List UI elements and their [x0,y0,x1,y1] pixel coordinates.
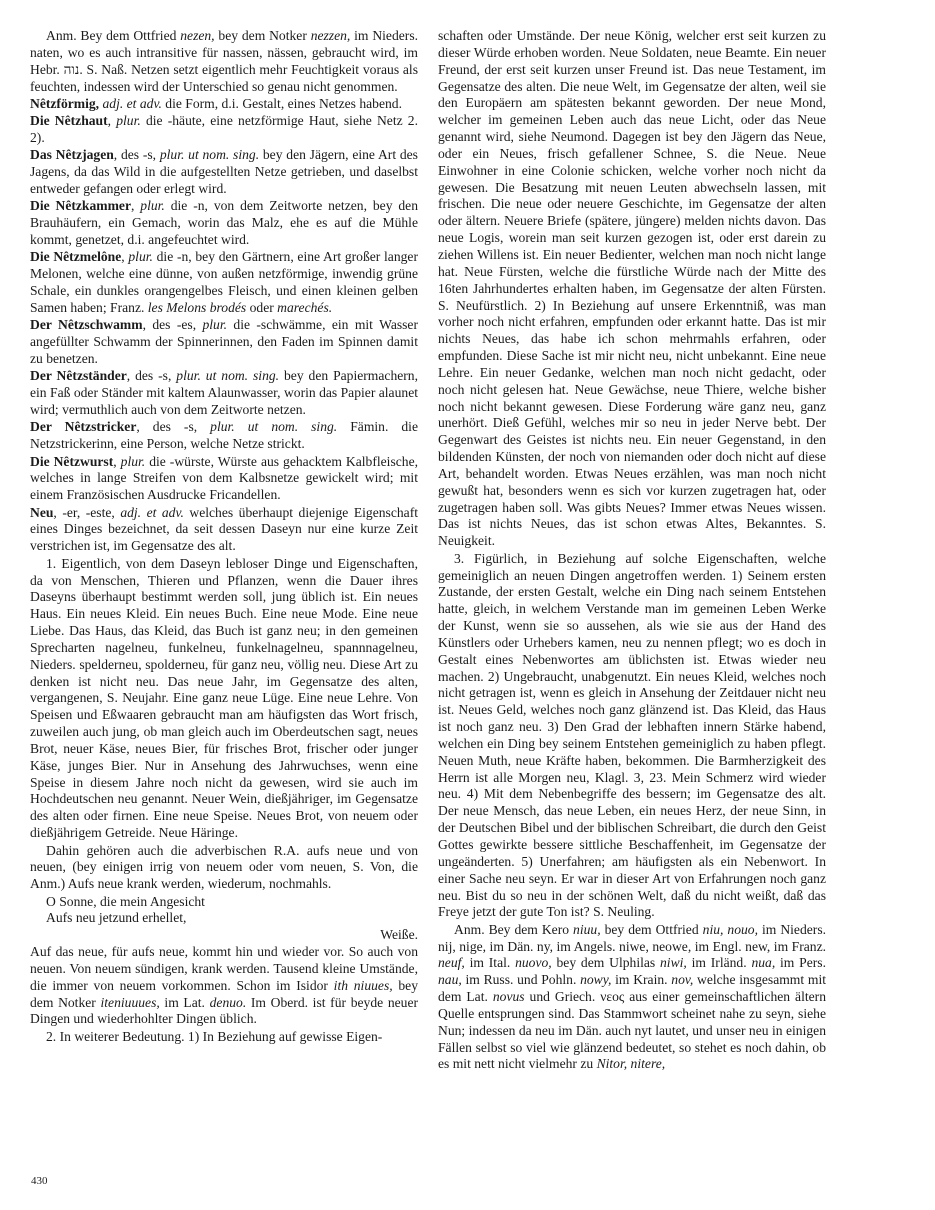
italic-text: nau, [438,972,462,988]
italic-text: niwi, [660,955,687,971]
text-run: O Sonne, die mein Angesicht [46,893,205,909]
text-run: , des -es, [142,317,203,333]
italic-text: nov, [671,972,694,988]
italic-text: plur. ut nom. sing. [159,147,260,163]
left-paragraph [30,419,418,453]
italic-text: neuf, [438,955,465,971]
text-run: bey dem Notker [30,977,418,1010]
text-run: , des -s, [136,419,211,435]
text-run: , -er, -este, [53,504,121,520]
text-run: Auf das neue, für aufs neue, kommt hin und wieder vor. So auch von neuen. Von neuem sündigen, krank werden. Tausend kleine Umstände, die immer von neuem vorkommen. Schon im Isidor [30,944,418,993]
text-run: die -häute, eine netzförmige Haut, siehe Netz 2. 2). [30,113,418,146]
left-paragraph [30,505,418,556]
text-run: welches überhaupt diejenige Eigenschaft eines Dinges bezeichnet, da seit dessen Daseyn nur eine kurze Zeit verstrichen ist, im Gegensatze des alt. [30,504,418,554]
italic-text: nuovo, [515,955,552,971]
text-run: schaften oder Umstände. Der neue König, welcher erst seit kurzen zu dieser Würde erhoben worden. Neue Soldaten, neue Beamte. Ein neuer Freund, der erst seit kurzen unser Freund ist. Das neue Testament, im Gegensatze des alten. Die neue Welt, im Gegensatze der alten, weil sie den Europäern am spätesten bekannt geworden. Der neue Mond, welcher im gemeinen Leben auch das neue Licht, oder das Neue genannt wird, siehe Neumond. Dagegen ist bey den Jägern das Neue, oder ein Neues, frisch gefallener Schnee, S. die Neue. Neue Einwohner in eine Colonie schicken, welche vorher noch nicht da gewesen. Die Besatzung mit neuen Leuten abwechseln lassen, mit frischen. Die neue oder neuere Geschichte, im Gegensatze der alten oder ältern. Neuere Briefe (spätere, jüngere) melden nichts davon. Das neue Logis, worein man seit kurzen gezogen ist, oder erst darein zu ziehen Willens ist. Ein neuer Bedienter, welchen man noch nicht lange hat. Neue Fürsten, welche die fürstliche Würde nach der Mitte des 16ten Jahrhundertes erhalten haben, im Gegensatze der alten Fürsten. S. Neufürstlich. 2) In Beziehung auf unsere Erkenntniß, was man vorher noch nicht erfahren, empfunden oder erkannt hatte. Das ist mir nichts Neues, das habe ich schon mehrmahls erfahren, oder empfunden. Diese Sache ist mir nicht neu, nicht unbekannt. Eine neue Lehre. Ein neuer Gedanke, welchen man noch nicht gedacht, oder noch nicht gelesen hat. Neue Gewächse, neue Thiere, welche bisher noch nicht bekannt gewesen. Diese Forderung wäre ganz neu, ganz unerhört. Dieß Gefühl, welches mir so neu in jeder Nerve bebt. Der Gegenwart des Geistes ist nichts neu. Ein neuer Gegenstand, in den bildenden Künsten, der noch von niemanden oder doch nicht auf diese Art, behandelt worden. Etwas Neues erzählen, was man noch nicht gewußt hat, besonders wenn es sich vor kurzen zugetragen hat, oder zugetragen haben soll. Was gibts Neues? Immer etwas Neues wissen. Das ist nichts Neues, das ist schon etwas Altes, Bekanntes. S. Neuigkeit. [438,28,826,549]
italic-text: plur. [140,198,165,214]
italic-text: ith niuues, [333,977,393,993]
text-run: die -würste, Würste aus gehacktem Kalbfleische, welches in lange Streifen von dem Kalbsnetze gewickelt wird; mit einem Französischen Ausdrucke Fricandellen. [30,453,419,503]
text-run: , des -s, [126,368,177,384]
right-paragraph [438,551,826,922]
text-run: , [121,249,129,265]
text-run: Anm. Bey dem Ottfried [46,28,181,43]
headword: Die Nêtzhaut [30,113,108,129]
headword: Neu [30,504,54,520]
text-run: Weiße. [380,927,418,943]
text-run: im Lat. [159,994,210,1010]
headword: Die Nêtzwurst [30,453,114,469]
italic-text: adj. et adv. [102,95,162,111]
text-run: oder [246,300,278,315]
headword: Der Nêtzstricker [30,419,137,435]
italic-text: niu, nouo, [702,921,758,937]
left-paragraph [30,28,418,95]
italic-text: les Melons brodés [147,300,247,315]
italic-text: plur. [128,249,153,265]
left-column [30,28,418,1046]
left-paragraph [30,317,418,368]
headword: Nêtzförmig, [30,95,100,111]
italic-text: Nitor, nitere, [596,1056,666,1072]
right-paragraph [438,28,826,550]
text-run: und Griech. νεος aus einer gemeinschaftlichen ältern Quelle entsprungen sind. Das Stammwort scheinet nahe zu seyn, siehe Nun; indessen da neu im Dän. auch nyt lautet, und unser neu in einigen Fällen selbst so viel wie glänzend bedeutet, so stehet es noch dahin, ob es mit nett nicht vielmehr zu [438,989,827,1072]
italic-text: nua, [751,955,776,971]
italic-text: plur. [116,113,141,129]
text-run: bey den Papiermachern, ein Faß oder Ständer mit kaltem Alaunwasser, worin das Papier alaunet wird; vermuthlich auch von dem Zeitworte netzen. [30,368,419,418]
headword: Das Nêtzjagen [30,147,114,163]
text-run: im Russ. und Pohln. [461,972,581,988]
left-paragraph [30,113,418,147]
text-run: die -n, von dem Zeitworte netzen, bey den Brauhäufern, ein Gemach, worin das Malz, ehe es auf die Mühle kommt, genetzet, d.i. angefeuchtet wird. [30,198,418,248]
headword: Die Nêtzkammer [30,198,131,214]
text-run: die -n, bey den Gärtnern, eine Art großer langer Melonen, welche eine dünne, von außen netzförmige, inwendig grüne Schale, ein dunkles orangengelbes Fleisch, und einen kleinen gelben Samen haben; Franz. [30,249,418,315]
italic-text: plur. ut nom. sing. [210,419,338,435]
text-run: bey den Jägern, eine Art des Jagens, da das Wild in die aufgestellten Netze getrieben, und daselbst entweder gefangen oder erlegt wird. [30,147,418,197]
left-paragraph [30,944,418,1028]
italic-text: nezzen, [310,28,351,43]
italic-text: iteniuuues, [100,994,160,1010]
text-run: Aufs neu jetzund erhellet, [46,910,187,926]
left-paragraph [30,368,418,419]
text-run: , [113,453,121,469]
text-run: Fämin. die Netzstrickerinn, eine Person, welche Netze strickt. [30,419,418,452]
text-run: Anm. Bey dem Kero [454,921,574,937]
headword: Der Nêtzständer [30,368,127,384]
left-paragraph [30,249,418,316]
text-run: bey dem Notker [214,28,311,43]
left-paragraph [30,147,418,198]
italic-text: niuu, [573,921,601,937]
text-run: im Krain. [611,972,672,988]
text-run: , [107,113,117,129]
text-run: welche insgesammt mit dem Lat. [438,972,826,1005]
left-paragraph [30,927,418,944]
right-paragraph [438,922,826,1074]
left-paragraph [30,198,418,249]
headword: Die Nêtzmelône [30,249,122,265]
left-paragraph [30,843,418,894]
left-paragraph [30,556,418,842]
italic-text: nezen, [180,28,215,43]
page-number: 430 [31,1175,48,1187]
italic-text: denuo. [209,994,247,1010]
italic-text: marechés. [277,300,333,315]
headword: Der Nêtzschwamm [30,317,143,333]
left-paragraph [30,96,418,113]
text-run: Im Oberd. ist für beyde neuer Dingen und wiederhohlter Dingen üblich. [30,994,419,1027]
text-run: Dahin gehören auch die adverbischen R.A. aufs neue und von neuen, (bey einigen irrig von neuem oder vom neuen, S. Von, die Anm.) Aufs neue krank werden, wiederum, nochmahls. [30,842,418,892]
italic-text: plur. ut nom. sing. [176,368,280,384]
text-run: , des -s, [113,147,160,163]
text-run: 2. In weiterer Bedeutung. 1) In Beziehung auf gewisse Eigen- [46,1028,383,1044]
text-run: bey dem Ottfried [600,921,703,937]
italic-text: adj. et adv. [120,504,184,520]
text-run: die -schwämme, ein mit Wasser angefüllter Schwamm der Spinnerinnen, den Faden im Spinnen damit zu benetzen. [30,317,418,367]
left-paragraph [30,1029,418,1046]
text-run: 1. Eigentlich, von dem Daseyn lebloser Dinge und Eigenschaften, da von Menschen, Thieren und Pflanzen, wenn die Dauer ihres Daseyns überhaupt bestimmt werden soll, jung üblich ist. Ein neues Haus. Ein neues Kleid. Ein neues Buch. Eine neue Mode. Eine neue Liebe. Das Haus, das Kleid, das Buch ist ganz neu; in den gemeinen Sprecharten nagelneu, funkelneu, funkelnagelneu, spannnagelneu, Nieders. spelderneu, spolderneu, für ganz neu, völlig neu. Diese Art zu denken ist nicht neu. Das neue Jahr, im Gegensatze des alten, vergangenen, S. Neujahr. Eine ganz neue Lüge. Eine neue Lehre. Von Speisen und Eßwaaren gebraucht man am häufigsten das Wort frisch, zuweilen auch jung, ob man gleich auch im Oberdeutschen sagt, neues Brot, neuer Käse, neues Bier, für frisches Brot, frischer oder junger Käse, junges Bier. Nur in Ansehung des Jahrwuchses, wenn eine Speise in diesem Jahre noch nicht da gewesen, wird sie auch im Hochdeutschen neu genannt. Neuer Wein, dießjähriger, im Gegensatze des alten oder firnen. Eine neue Speise. Neues Brot, von neuem oder dießjährigem Getreide. Neue Häringe. [30,555,418,841]
text-run: , [131,198,141,214]
text-run: im Irländ. [686,955,752,971]
text-run: im Ital. [464,955,516,971]
text-run: bey dem Ulphilas [551,955,660,971]
italic-text: plur. [120,453,146,469]
italic-text: plur. [202,317,228,333]
left-paragraph [46,894,418,911]
left-paragraph [30,454,418,505]
text-run: im Nieders. nij, nige, im Dän. ny, im Angels. niwe, neowe, im Engl. new, im Franz. [438,921,827,954]
left-paragraph [46,910,418,927]
italic-text: novus [492,989,525,1005]
text-run: 3. Figürlich, in Beziehung auf solche Eigenschaften, welche gemeiniglich an neuen Dingen angetroffen werden. 1) Seinem ersten Zustande, der ersten Gestalt, welche ein Ding nach seinem Entstehen hatte, gleich, in welchem Verstande man im gemeinen Leben Werke der Kunst, wenn sie so aussehen, als wie sie aus der Hand des Künstlers oder Urhebers kamen, neu zu nennen pflegt; wo es doch in Gestalt eines Nebenwortes am üblichsten ist. Etwas wieder neu machen. 2) Ungebraucht, unabgenutzt. Ein neues Kleid, welches noch nicht getragen ist, wenn es gleich in Ansehung der Zeitdauer nicht neu ist. Neues Geld, welches noch ganz glänzend ist. Das Kleid, das Haus ist noch ganz neu. 3) Den Grad der lebhaften innern Stärke habend, welchen ein Ding bey seinem Entstehen gemeiniglich zu haben pflegt. Neuen Muth, neue Kräfte haben, bekommen. Die Barmherzigkeit des Herrn ist alle Morgen neu, Klagl. 3, 23. Mein Schmerz wird wieder neu. 4) Mit dem Nebenbegriffe des bessern; im Gegensatze des alt. Der neue Mensch, das neue Leben, ein neues Herz, der neue Sinn, in der Deutschen Bibel und der biblischen Schreibart, die durch den Geist Gottes gewirkte bessere sittliche Beschaffenheit, im Gegensatze der ungeänderten. 5) Unerfahren; am häufigsten als ein Nebenwort. In einer Sache neu seyn. Er war in dieser Art von Erfahrungen noch ganz neu. Bist du so neu in der schönen Welt, daß du nicht weißt, daß das Freye jetzt der gute Ton ist? S. Neuling. [438,550,826,920]
italic-text: nowy, [580,972,612,988]
text-run: die Form, d.i. Gestalt, eines Netzes habend. [161,95,402,111]
text-run: im Pers. [775,955,826,971]
right-column [438,28,826,1074]
text-run: im Nieders. naten, wo es auch intransitive für nassen, nässen, gebraucht wird, im Hebr. נוה. S. Naß. Netzen setzt eigentlich mehr Feuchtigkeit voraus als feuchten, indessen wird der Unterschied so genau nicht genommen. [30,28,419,94]
